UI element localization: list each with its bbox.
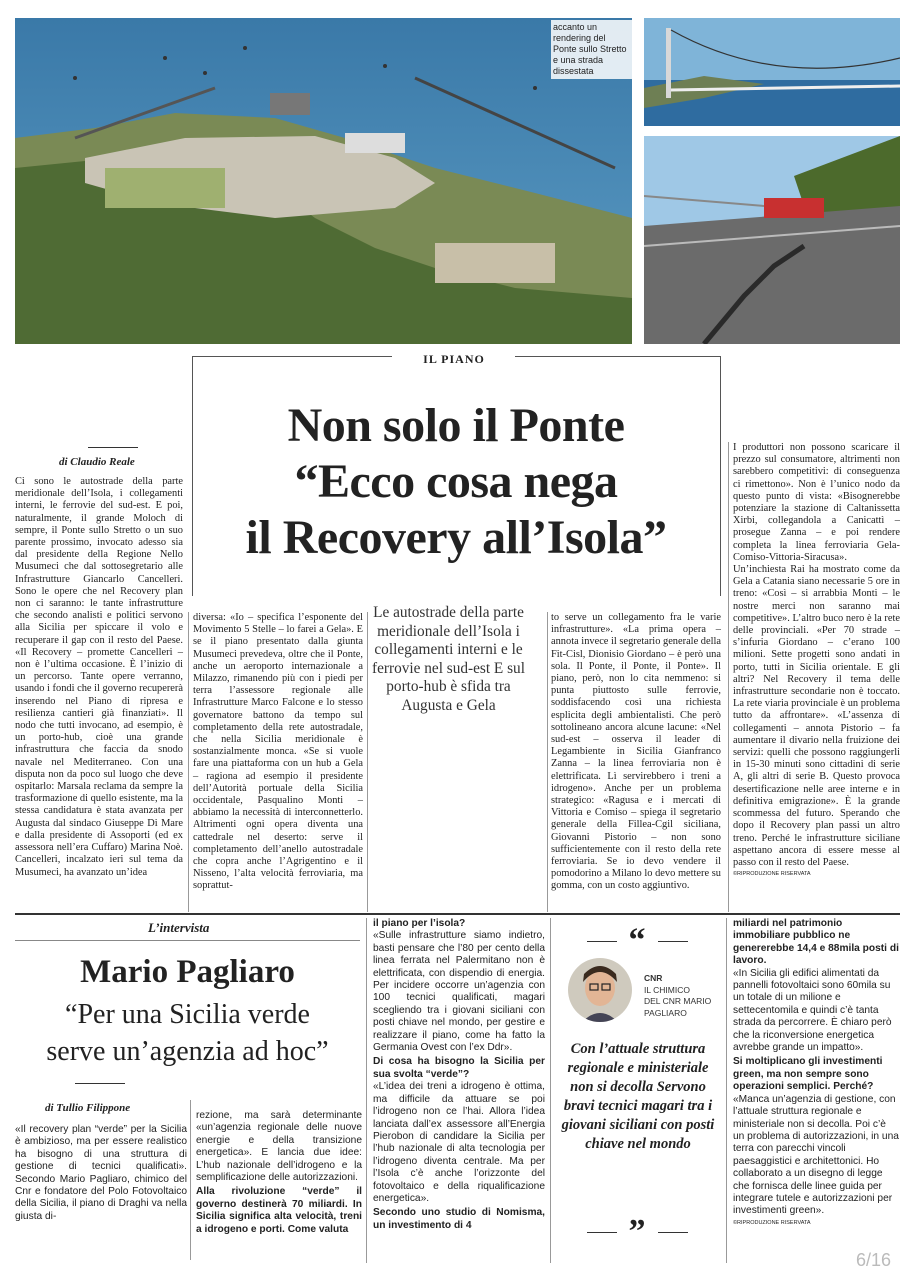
portrait-caption-line-4: PAGLIARO: [644, 1007, 687, 1018]
interview-column-1: [15, 1124, 187, 1223]
interview-title-line-2: serve un’agenzia ad hoc”: [46, 1036, 329, 1067]
column-divider-1: [188, 612, 189, 912]
headline: [200, 398, 712, 566]
quote-rule-right-bottom: [658, 1232, 688, 1233]
section-rule-left: [192, 356, 392, 357]
quote-rule-left: [587, 941, 617, 942]
interview-title-line-1: “Per una Sicilia verde: [65, 999, 310, 1030]
interview-kicker-rule: [15, 940, 360, 941]
interview-column-3: [373, 918, 545, 1232]
interview-question-1-cont: il piano per l’isola?: [373, 918, 466, 929]
headline-line-2: “Ecco cosa nega: [294, 455, 618, 508]
interview-answer-4: «Manca un’agenzia di gestione, con l’attuale struttura regionale e ministeriale non si decolla. Poi c’è un problema di autorizzazioni, in una terra con parecchi vincoli paesaggistici e architettonici. Ho collaborato a un disegno di legge che fornisca delle linee guida per integrare tutele e autorizzazioni per investimenti green».: [733, 1093, 899, 1217]
article-column-4-text: I produttori non possono scaricare il prezzo sul consumatore, altrimenti non sarebbero competitivi: di conseguenza ci rimettono». Non è l’unico nodo da questo punto di vista: «Bisognerebbe potenziare la stazione di Caltanissetta Xirbi, collegandola a Canicattì – prosegue Zanna – e poi rendere completa la linea ferroviaria Gela-Comiso-Vittoria-Siracusa». Un’inchiesta Rai ha mostrato come da Gela a Catania siano necessarie 5 ore in treno: «Così – si arrabbia Monti – le nostre merci non saranno mai competitive». L’altro buco nero è la rete delle provinciali. «Per 70 strade – s’infuria Giordano – c’erano 100 milioni. Sette progetti sono andati in porto, tutti in Sicilia orientale. E gli altri? Nel Recovery il tema delle infrastrutture secondarie non è toccato. La rete viaria provinciale è un problema tutto da affrontare». «L’assenza di collegamenti – annota Pistorio – fa aumentare il divario nella fruizione dei servizi: quelli che possono raggiungerli in 15-30 minuti sono cittadini di serie A, gli altri di serie B. Questo provoca desertificazione nelle aree interne e in definitiva emigrazione». È la grande scommessa del futuro. Sperando che dopo il Recovery plan passi un altro treno. Perché le infrastrutture siciliane aspettano ancora di essere messe al passo con il resto del Paese.: [733, 442, 900, 868]
column-divider-4: [728, 442, 729, 912]
interview-divider-3: [550, 918, 551, 1263]
interview-byline-rule: [75, 1083, 125, 1084]
main-aerial-photo: [15, 18, 632, 344]
headline-line-1: Non solo il Ponte: [287, 399, 625, 452]
article-column-4: [733, 442, 900, 878]
open-quote-mark: [552, 922, 722, 959]
page-number: 6/16: [856, 1250, 892, 1270]
interview-answer-2: «L’idea dei treni a idrogeno è ottima, ma difficile da attuare se poi l’idrogeno non ce l’hai. Allora l’idea lanciata dall’ex assessore all’Energia Pierobon di candidare la Sicilia per l’hub nazionale di alta tecnologia per l’idrogeno diventa centrale. Ma per l’Isola c’è anche l’orizzonte del fotovoltaico e della riqualificazione energetica».: [373, 1081, 545, 1204]
article-summary: Le autostrade della parte meridionale dell’Isola i collegamenti interni e le ferrovie nel sud-est E sul porto-hub è sfida tra Augusta e Gela: [372, 604, 525, 714]
column-divider-2: [367, 612, 368, 912]
article-column-1-text: Ci sono le autostrade della parte meridionale dell’Isola, i collegamenti interni, le ferrovie del sud-est. E poi, naturalmente, il grande Moloch di sempre, il Ponte sullo Stretto o un suo parente prossimo, invocato adesso sia dal presidente della Regione Nello Musumeci che dal sottosegretario alle Infrastrutture Giancarlo Cancelleri. Sono le opere che nel Recovery plan non ci saranno: le tante infrastrutture che secondo analisti e politici servono alla Sicilia per spiccare il volo e recuperare il gap con il resto del Paese. «Il Recovery – promette Cancelleri – non è l’ultima occasione. È l’inizio di un percorso. Tante opere verranno, usando i fondi che il governo recupererà inserendo nel Piano di ripresa e resilienza cantieri già finanziati». Il nodo che tutti invocano, ad esempio, è un porto-hub, cioè una grande infrastruttura che faccia da snodo navale nel Mediterraneo. Con una disputa non da poco sul luogo che deve ospitarlo: Marsala reclama da sempre la trasformazione di quello esistente, ma la stessa candidatura è stata avanzata per Augusta dal sindaco Giuseppe Di Mare e dalla presidente di Assoporti (ed ex assessora nell’era Cuffaro) Marina Noè. Cancelleri, incalzato ieri sul tema da Musumeci, ha avanzato un’idea: [15, 476, 183, 878]
article-column-2: [193, 612, 363, 893]
article-column-2-text: diversa: «Io – specifica l’esponente del Movimento 5 Stelle – lo farei a Gela». E se il piano presentato dalla giunta Musumeci prevedeva, oltre che il Ponte, anche un aeroporto internazionale a Milazzo, rimanendo più con i piedi per terra l’assessore regionale alle Infrastrutture Marco Falcone e lo stesso governatore battono da tempo sul completamento della rete autostradale, che nella Sicilia meridionale è sostanzialmente monca. «Se si vuole fare una piattaforma con un hub a Gela – ragiona ad esempio il presidente dell’Autorità portuale della Sicilia occidentale, Pasqualino Monti – abbiamo la necessità di interconnetterlo. Altrimenti ogni opera diventa una cattedrale nel deserto: serve il completamento dell’anello autostradale che copra anche l’Agrigentino e il Nisseno, l’alta velocità ferroviaria, ma soprattut-: [193, 612, 363, 892]
aerial-port-illustration: [15, 18, 632, 344]
portrait-caption-line-3: DEL CNR MARIO: [644, 996, 712, 1006]
interview-column-2: [196, 1110, 362, 1236]
byline-rule: [88, 447, 138, 448]
pull-quote: Con l’attuale struttura regionale e ministeriale non si decolla Servono bravi tecnici magari tra i giovani siciliani con posti chiave nel mondo: [561, 1041, 715, 1152]
article-byline: di Claudio Reale: [59, 456, 135, 468]
section-rule-right: [515, 356, 720, 357]
interview-column-2-text: rezione, ma sarà determinante «un’agenzia regionale delle nuove energie e della transizione energetica». E lancia due idee: L’hub nazionale dell’idrogeno e la semplificazione delle autorizzazioni.: [196, 1110, 362, 1184]
bridge-rendering-photo: [644, 18, 900, 126]
headline-line-3: il Recovery all’Isola”: [245, 511, 667, 564]
portrait-caption-line-1: CNR: [644, 973, 663, 983]
interview-byline: di Tullio Filippone: [45, 1102, 131, 1114]
interview-question-3: Secondo uno studio di Nomisma, un investimento di 4: [373, 1207, 545, 1231]
close-quote-mark: [552, 1213, 722, 1250]
column-divider-3: [547, 612, 548, 912]
frame-left: [192, 356, 193, 596]
interview-copyright: ©RIPRODUZIONE RISERVATA: [733, 1219, 811, 1226]
article-copyright: ©RIPRODUZIONE RISERVATA: [733, 871, 811, 878]
interview-column-5: [733, 918, 900, 1227]
frame-right: [720, 356, 721, 596]
photo-caption: accanto un rendering del Ponte sullo Stretto e una strada dissestata: [551, 20, 633, 79]
interview-question-1: Alla rivoluzione “verde” il governo destinerà 70 miliardi. In Sicilia significa alta velocità, treni a idrogeno e porti. Come valuta: [196, 1186, 362, 1235]
interview-question-4: Si moltiplicano gli investimenti green, ma non sempre sono operazioni semplici. Perché?: [733, 1056, 883, 1093]
section-label: IL PIANO: [423, 352, 485, 366]
damaged-road-photo: [644, 136, 900, 344]
interview-divider-2: [366, 918, 367, 1263]
interview-divider-1: [190, 1100, 191, 1260]
portrait-caption: [644, 973, 726, 1019]
interview-fact: miliardi nel patrimonio immobiliare pubblico ne genererebbe 14,4 e 88mila posti di lavoro.: [733, 918, 899, 967]
article-column-1: [15, 476, 183, 879]
open-quote-icon: “: [628, 922, 646, 959]
interviewee-portrait: [568, 958, 632, 1022]
close-quote-icon: ”: [628, 1213, 646, 1250]
interview-answer-1: «Sulle infrastrutture siamo indietro, basti pensare che l’80 per cento della linea ferrata nel Palermitano non è elettrificata, con dispendio di energia. Per incidere occorre un’agenzia con 100 tecnici qualificati, magari scegliendo tra i giovani siciliani con posti chiave nel mondo, per gestire e realizzare il piano, come ha fatto la Germania Ovest con l’ex Ddr».: [373, 930, 545, 1054]
portrait-caption-line-2: IL CHIMICO: [644, 984, 690, 995]
interview-name: Mario Pagliaro: [80, 954, 295, 990]
interview-answer-3: «In Sicilia gli edifici alimentati da pannelli fotovoltaici sono 60mila su un totale di un milione e settecentomila e quindi c’è tanta strada da percorrere. È chiaro però che la riconversione energetica avrebbe grande un impatto».: [733, 967, 892, 1054]
interview-top-rule: [15, 913, 900, 915]
interview-kicker: L’intervista: [148, 920, 210, 935]
interview-column-1-text: «Il recovery plan “verde” per la Sicilia è ambizioso, ma per essere realistico ha bisogno di una struttura di gestione di tecnici qualificati». Secondo Mario Pagliaro, chimico del Cnr e fondatore del Polo Fotovoltaico della Sicilia, il piano di Draghi va nella giusta di-: [15, 1124, 187, 1222]
quote-rule-left-bottom: [587, 1232, 617, 1233]
article-column-3: [551, 612, 721, 893]
interview-question-2: Di cosa ha bisogno la Sicilia per sua svolta “verde”?: [373, 1056, 545, 1080]
article-column-3-text: to serve un collegamento fra le varie infrastrutture». «La prima opera – annota invece il segretario generale della Fit-Cisl, Dionisio Giordano – è però una sola. Il Ponte, il Ponte, il Ponte». Il piano, però, non lo cita nemmeno: si punta piuttosto sulle ferrovie, soddisfacendo così una richiesta esplicita degli ambientalisti. Che però sottolineano ancora alcune lacune: «Nel sud-est – osserva il leader di Legambiente in Sicilia Gianfranco Zanna – la linea ferroviaria non è elettrificata. Lì servirebbero i treni a idrogeno». Anche per un problema strategico: «Ragusa e i mercati di Vittoria e Comiso – spiega il segretario generale della Fillea-Cgil siciliana, Giovanni Pistorio – non sono sufficientemente con il resto della rete ferroviaria. Se io devo vendere il pomodorino a Milano lo devo mettere su gomma, con un costo aggiuntivo.: [551, 612, 721, 892]
interview-title: [15, 996, 360, 1070]
interview-divider-4: [726, 918, 727, 1263]
quote-rule-right: [658, 941, 688, 942]
